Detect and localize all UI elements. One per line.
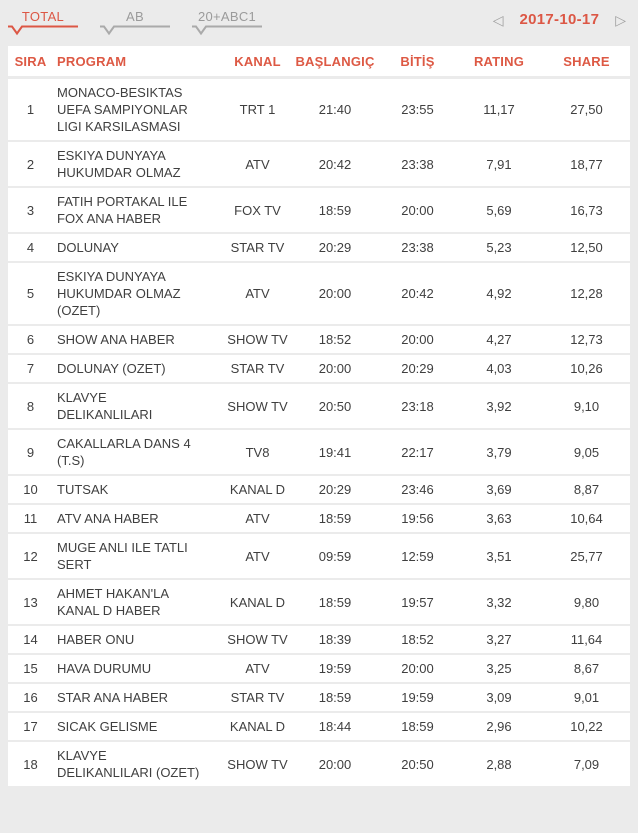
- share-cell: 10,64: [543, 505, 630, 534]
- rank-cell: 1: [8, 79, 53, 142]
- table-row: [8, 79, 630, 142]
- channel-cell: KANAL D: [225, 476, 290, 505]
- program-cell: [53, 713, 225, 742]
- channel-cell: ATV: [225, 263, 290, 326]
- rank-cell: 9: [8, 430, 53, 476]
- program-title: HABER ONU: [57, 632, 135, 647]
- table-row: [8, 534, 630, 580]
- table-body: [8, 79, 630, 788]
- program-cell: [53, 476, 225, 505]
- program-title: ESKIYA DUNYAYA HUKUMDAR OLMAZ: [57, 148, 181, 180]
- channel-cell: SHOW TV: [225, 742, 290, 788]
- channel-cell: STAR TV: [225, 234, 290, 263]
- program-title: STAR ANA HABER: [57, 690, 169, 705]
- rating-cell: 4,27: [455, 326, 543, 355]
- channel-cell: ATV: [225, 655, 290, 684]
- end-time-cell: 20:00: [380, 326, 455, 355]
- channel-cell: SHOW TV: [225, 326, 290, 355]
- table-row: [8, 326, 630, 355]
- rank-cell: 18: [8, 742, 53, 788]
- end-time-cell: 18:52: [380, 626, 455, 655]
- table-row: [8, 263, 630, 326]
- end-time-cell: 23:38: [380, 234, 455, 263]
- rank-cell: 3: [8, 188, 53, 234]
- rank-cell: 13: [8, 580, 53, 626]
- header-share: SHARE: [543, 46, 630, 79]
- header-kanal: KANAL: [225, 46, 290, 79]
- program-cell: [53, 263, 225, 326]
- rating-cell: 3,69: [455, 476, 543, 505]
- date-navigation: [493, 9, 626, 28]
- rank-cell: 7: [8, 355, 53, 384]
- program-cell: [53, 430, 225, 476]
- rank-cell: 5: [8, 263, 53, 326]
- start-time-cell: 20:00: [290, 742, 380, 788]
- start-time-cell: 09:59: [290, 534, 380, 580]
- program-cell: [53, 79, 225, 142]
- table-row: [8, 626, 630, 655]
- end-time-cell: 12:59: [380, 534, 455, 580]
- ratings-table: [8, 46, 630, 788]
- share-cell: 12,73: [543, 326, 630, 355]
- program-title: TUTSAK: [57, 482, 109, 497]
- rank-cell: 6: [8, 326, 53, 355]
- rank-cell: 16: [8, 684, 53, 713]
- table-row: [8, 142, 630, 188]
- program-title: ATV ANA HABER: [57, 511, 159, 526]
- end-time-cell: 19:59: [380, 684, 455, 713]
- program-cell: [53, 188, 225, 234]
- next-date-arrow-icon[interactable]: ▷: [615, 11, 626, 28]
- start-time-cell: 18:39: [290, 626, 380, 655]
- header-program: PROGRAM: [53, 46, 225, 79]
- start-time-cell: 18:59: [290, 684, 380, 713]
- end-time-cell: 20:42: [380, 263, 455, 326]
- prev-date-arrow-icon[interactable]: ◁: [492, 11, 504, 28]
- table-row: [8, 713, 630, 742]
- channel-cell: SHOW TV: [225, 384, 290, 430]
- program-title: HAVA DURUMU: [57, 661, 152, 676]
- header-baslangic: BAŞLANGIÇ: [290, 46, 380, 79]
- rating-cell: 3,63: [455, 505, 543, 534]
- rank-cell: 17: [8, 713, 53, 742]
- header-bitis: BİTİŞ: [380, 46, 455, 79]
- share-cell: 9,05: [543, 430, 630, 476]
- start-time-cell: 18:52: [290, 326, 380, 355]
- program-title: MONACO-BESIKTAS UEFA SAMPIYONLAR LIGI KARSILASMASI: [57, 85, 188, 134]
- tab-20-abc1[interactable]: [191, 9, 263, 36]
- program-cell: [53, 234, 225, 263]
- share-cell: 8,67: [543, 655, 630, 684]
- program-title: KLAVYE DELIKANLILARI: [57, 390, 153, 422]
- end-time-cell: 23:38: [380, 142, 455, 188]
- rating-cell: 4,92: [455, 263, 543, 326]
- share-cell: 8,87: [543, 476, 630, 505]
- table-header: [8, 46, 630, 79]
- end-time-cell: 23:55: [380, 79, 455, 142]
- share-cell: 9,80: [543, 580, 630, 626]
- share-cell: 12,50: [543, 234, 630, 263]
- start-time-cell: 20:00: [290, 263, 380, 326]
- share-cell: 7,09: [543, 742, 630, 788]
- table-row: [8, 430, 630, 476]
- table-row: [8, 234, 630, 263]
- table-row: [8, 505, 630, 534]
- program-cell: [53, 580, 225, 626]
- program-cell: [53, 534, 225, 580]
- tab-ab[interactable]: [99, 9, 171, 36]
- start-time-cell: 20:29: [290, 476, 380, 505]
- start-time-cell: 20:42: [290, 142, 380, 188]
- table-row: [8, 188, 630, 234]
- current-date[interactable]: 2017-10-17: [519, 11, 600, 28]
- header-sira: SIRA: [8, 46, 53, 79]
- share-cell: 9,10: [543, 384, 630, 430]
- rank-cell: 4: [8, 234, 53, 263]
- program-title: KLAVYE DELIKANLILARI (OZET): [57, 748, 200, 780]
- rank-cell: 10: [8, 476, 53, 505]
- tab-total[interactable]: [7, 9, 79, 36]
- channel-cell: TRT 1: [225, 79, 290, 142]
- rating-cell: 3,79: [455, 430, 543, 476]
- program-cell: [53, 626, 225, 655]
- end-time-cell: 19:57: [380, 580, 455, 626]
- program-title: AHMET HAKAN'LA KANAL D HABER: [57, 586, 169, 618]
- start-time-cell: 18:44: [290, 713, 380, 742]
- rating-cell: 2,88: [455, 742, 543, 788]
- program-cell: [53, 355, 225, 384]
- program-title: CAKALLARLA DANS 4 (T.S): [57, 436, 191, 468]
- start-time-cell: 18:59: [290, 188, 380, 234]
- share-cell: 27,50: [543, 79, 630, 142]
- tab-ab-label: AB: [126, 9, 144, 24]
- rank-cell: 15: [8, 655, 53, 684]
- end-time-cell: 20:00: [380, 655, 455, 684]
- channel-cell: FOX TV: [225, 188, 290, 234]
- program-cell: [53, 655, 225, 684]
- rating-cell: 3,09: [455, 684, 543, 713]
- rating-cell: 2,96: [455, 713, 543, 742]
- table-row: [8, 355, 630, 384]
- program-title: SHOW ANA HABER: [57, 332, 175, 347]
- tab-total-label: TOTAL: [21, 9, 65, 24]
- start-time-cell: 19:59: [290, 655, 380, 684]
- rating-cell: 11,17: [455, 79, 543, 142]
- start-time-cell: 20:29: [290, 234, 380, 263]
- share-cell: 18,77: [543, 142, 630, 188]
- program-cell: [53, 326, 225, 355]
- rating-cell: 5,23: [455, 234, 543, 263]
- share-cell: 25,77: [543, 534, 630, 580]
- rating-cell: 7,91: [455, 142, 543, 188]
- rating-cell: 3,32: [455, 580, 543, 626]
- topbar: [0, 0, 638, 46]
- channel-cell: ATV: [225, 534, 290, 580]
- table-row: [8, 384, 630, 430]
- table-row: [8, 742, 630, 788]
- end-time-cell: 18:59: [380, 713, 455, 742]
- program-cell: [53, 384, 225, 430]
- header-rating: RATING: [455, 46, 543, 79]
- tab-20-abc1-label: 20+ABC1: [197, 9, 257, 24]
- audience-tabs: [7, 9, 263, 36]
- program-title: ESKIYA DUNYAYA HUKUMDAR OLMAZ (OZET): [57, 269, 181, 318]
- channel-cell: TV8: [225, 430, 290, 476]
- rating-cell: 3,92: [455, 384, 543, 430]
- end-time-cell: 19:56: [380, 505, 455, 534]
- program-title: FATIH PORTAKAL ILE FOX ANA HABER: [57, 194, 188, 226]
- table-row: [8, 476, 630, 505]
- share-cell: 9,01: [543, 684, 630, 713]
- channel-cell: KANAL D: [225, 713, 290, 742]
- rank-cell: 12: [8, 534, 53, 580]
- program-title: DOLUNAY (OZET): [57, 361, 166, 376]
- channel-cell: SHOW TV: [225, 626, 290, 655]
- tab-underline-notch-icon: [7, 25, 79, 36]
- table-row: [8, 655, 630, 684]
- table-row: [8, 684, 630, 713]
- start-time-cell: 21:40: [290, 79, 380, 142]
- rank-cell: 11: [8, 505, 53, 534]
- rating-cell: 5,69: [455, 188, 543, 234]
- table-row: [8, 580, 630, 626]
- share-cell: 16,73: [543, 188, 630, 234]
- end-time-cell: 23:46: [380, 476, 455, 505]
- rating-cell: 3,51: [455, 534, 543, 580]
- channel-cell: ATV: [225, 505, 290, 534]
- rank-cell: 14: [8, 626, 53, 655]
- rating-cell: 3,25: [455, 655, 543, 684]
- tab-underline-notch-icon: [99, 25, 171, 36]
- end-time-cell: 20:29: [380, 355, 455, 384]
- start-time-cell: 20:50: [290, 384, 380, 430]
- end-time-cell: 20:00: [380, 188, 455, 234]
- share-cell: 12,28: [543, 263, 630, 326]
- share-cell: 10,22: [543, 713, 630, 742]
- end-time-cell: 23:18: [380, 384, 455, 430]
- channel-cell: KANAL D: [225, 580, 290, 626]
- rating-cell: 4,03: [455, 355, 543, 384]
- channel-cell: ATV: [225, 142, 290, 188]
- tab-underline-notch-icon: [191, 25, 263, 36]
- program-cell: [53, 742, 225, 788]
- start-time-cell: 18:59: [290, 505, 380, 534]
- start-time-cell: 20:00: [290, 355, 380, 384]
- end-time-cell: 20:50: [380, 742, 455, 788]
- channel-cell: STAR TV: [225, 355, 290, 384]
- program-title: SICAK GELISME: [57, 719, 158, 734]
- rating-cell: 3,27: [455, 626, 543, 655]
- share-cell: 10,26: [543, 355, 630, 384]
- rank-cell: 8: [8, 384, 53, 430]
- program-cell: [53, 142, 225, 188]
- channel-cell: STAR TV: [225, 684, 290, 713]
- program-title: DOLUNAY: [57, 240, 119, 255]
- share-cell: 11,64: [543, 626, 630, 655]
- program-cell: [53, 684, 225, 713]
- start-time-cell: 19:41: [290, 430, 380, 476]
- start-time-cell: 18:59: [290, 580, 380, 626]
- program-cell: [53, 505, 225, 534]
- rank-cell: 2: [8, 142, 53, 188]
- end-time-cell: 22:17: [380, 430, 455, 476]
- program-title: MUGE ANLI ILE TATLI SERT: [57, 540, 188, 572]
